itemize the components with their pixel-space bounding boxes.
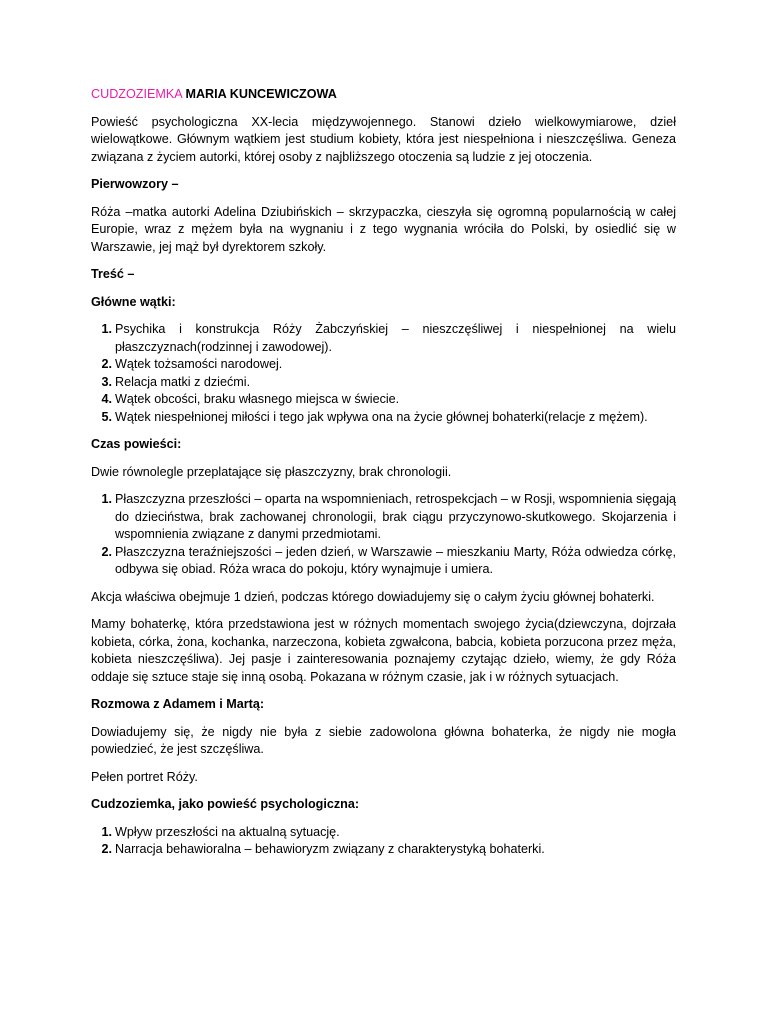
czas-paragraph: Dwie równolegle przeplatające się płaszczyzny, brak chronologii. [91,464,452,479]
title-book: CUDZOZIEMKA [91,87,182,101]
list-number: 1. [101,824,112,839]
list-item [91,544,676,579]
pierwowzory-paragraph: Róża –matka autorki Adelina Dziubińskich – skrzypaczka, cieszyła się ogromną popularnością w całej Europie, wraz z mężem była na wygnaniu i z tego wygnania wróciła do Polski, by osiedlić się w Warszawie, jej mąż był dyrektorem szkoły. [91,204,676,254]
list-item [91,841,676,859]
portret-paragraph: Pełen portret Róży. [91,769,198,784]
heading-psych [91,796,676,814]
list-number: 3. [101,374,112,389]
bohaterka-paragraph: Mamy bohaterkę, która przedstawiona jest w różnych momentach swojego życia(dziewczyna, dojrzała kobieta, córka, żona, kochanka, narzeczona, kobieta zgwałcona, babcia, kobieta porzucona przez męża, kobieta nieszczęśliwa). Jej pasje i zainteresowania poznajemy czytając dzieło, wiemy, że gdy Róża oddaje się sztuce staje się inną osobą. Pokazana w różnym czasie, jak i w różnych sytuacjach. [91,617,676,684]
list-item-text: Psychika i konstrukcja Róży Żabczyńskiej – nieszczęśliwej i niespełnionej na wielu płaszczyznach(rodzinnej i zawodowej). [115,322,676,354]
list-item-text: Narracja behawioralna – behawioryzm związany z charakterystyką bohaterki. [115,842,545,856]
heading-czas [91,436,676,454]
psych-list [91,824,676,859]
list-number: 5. [101,409,112,424]
list-number: 2. [101,544,112,559]
heading-rozmowa-text: Rozmowa z Adamem i Martą: [91,697,265,711]
document-title [91,86,676,104]
document-body [91,86,676,869]
list-number: 4. [101,392,112,406]
heading-pierwowzory [91,176,676,194]
heading-rozmowa [91,696,676,714]
title-author: MARIA KUNCEWICZOWA [185,87,337,101]
heading-watki-text: Główne wątki: [91,294,176,309]
intro-paragraph: Powieść psychologiczna XX-lecia międzywojennego. Stanowi dzieło wielkowymiarowe, dzieł wielowątkowe. Głównym wątkiem jest studium kobiety, która jest niespełniona i nieszczęśliwa. Geneza związana z życiem autorki, której osoby z najbliższego otoczenia są ludzie z jej otoczenia. [91,114,676,164]
list-number: 2. [101,357,112,371]
list-item [91,491,676,544]
list-item [91,409,676,427]
heading-psych-text: Cudzoziemka, jako powieść psychologiczna: [91,797,360,811]
akcja-paragraph: Akcja właściwa obejmuje 1 dzień, podczas którego dowiadujemy się o całym życiu głównej bohaterki. [91,589,655,604]
heading-tresc [91,266,676,284]
rozmowa-paragraph: Dowiadujemy się, że nigdy nie była z siebie zadowolona główna bohaterka, że nigdy nie mogła powiedzieć, że jest szczęśliwa. [91,724,676,756]
heading-watki [91,294,676,312]
list-item [91,374,676,392]
heading-czas-text: Czas powieści: [91,437,182,451]
czas-list [91,491,676,579]
list-number: 1. [101,322,112,336]
list-item-text: Wątek niespełnionej miłości i tego jak wpływa ona na życie głównej bohaterki(relacje z mężem). [115,409,648,424]
heading-tresc-text: Treść – [91,267,135,281]
list-item [91,824,676,842]
heading-pierwowzory-text: Pierwowzory – [91,177,179,191]
list-item-text: Płaszczyzna przeszłości – oparta na wspomnieniach, retrospekcjach – w Rosji, wspomnienia sięgają do dzieciństwa, brak zachowanej chronologii, brak ciągu przyczynowo-skutkowego. Skojarzenia i wspomnienia związane z danymi przedmiotami. [115,492,676,541]
list-item [91,321,676,356]
list-item-text: Relacja matki z dziećmi. [115,374,251,389]
list-item-text: Wątek tożsamości narodowej. [115,357,283,371]
list-item [91,356,676,374]
list-number: 1. [101,492,112,506]
list-item [91,391,676,409]
list-item-text: Wątek obcości, braku własnego miejsca w świecie. [115,392,400,406]
list-item-text: Wpływ przeszłości na aktualną sytuację. [115,824,340,839]
list-item-text: Płaszczyzna teraźniejszości – jeden dzień, w Warszawie – mieszkaniu Marty, Róża odwiedza córkę, odbywa się obiad. Róża wraca do pokoju, który wynajmuje i umiera. [115,544,676,576]
watki-list [91,321,676,426]
list-number: 2. [101,842,112,856]
